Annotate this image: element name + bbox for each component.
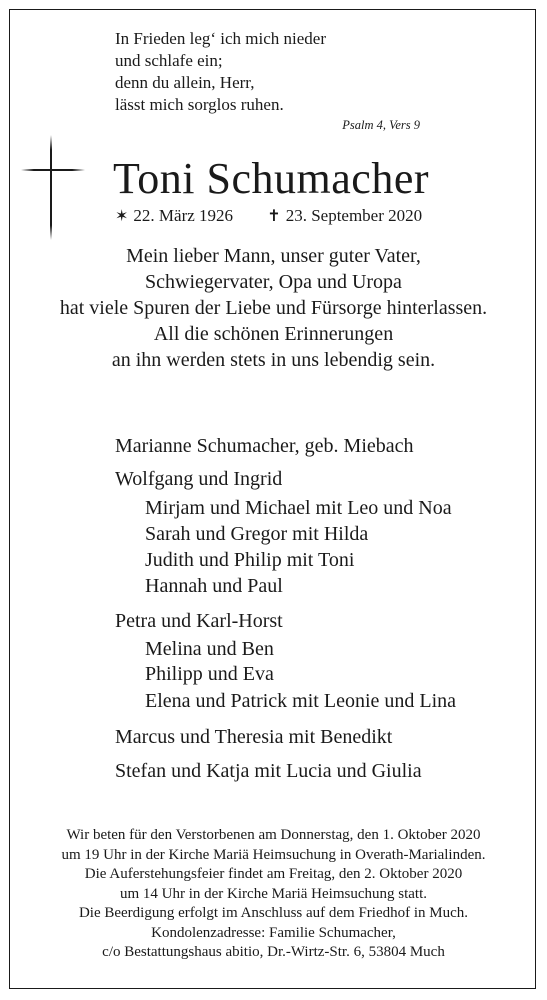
- service-notice: [10, 826, 537, 963]
- notice-line: Kondolenzadresse: Familie Schumacher,: [151, 924, 396, 941]
- notice-line: c/o Bestattungshaus abitio, Dr.-Wirtz-Str. 6, 53804 Much: [102, 944, 445, 960]
- cross-vertical-bar: [50, 135, 52, 240]
- family-member: Judith und Philip mit Toni: [145, 549, 355, 571]
- family-member: Philipp und Eva: [145, 663, 274, 685]
- cross-horizontal-bar: [21, 169, 85, 171]
- family-member: Marcus und Theresia mit Benedikt: [115, 726, 393, 748]
- tribute-line: Schwiegervater, Opa und Uropa: [145, 271, 402, 293]
- life-dates: [115, 205, 422, 228]
- tribute-line: hat viele Spuren der Liebe und Fürsorge hinterlassen.: [59, 297, 488, 319]
- death-date: 23. September 2020: [285, 206, 423, 225]
- deceased-name: Toni Schumacher: [113, 154, 429, 203]
- tribute-line: All die schönen Erinnerungen: [153, 323, 394, 345]
- verse-line: lässt mich sorglos ruhen.: [115, 95, 284, 114]
- family-member: Petra und Karl-Horst: [115, 610, 283, 632]
- family-member: Sarah und Gregor mit Hilda: [145, 523, 369, 545]
- notice-line: um 14 Uhr in der Kirche Mariä Heimsuchung statt.: [119, 885, 427, 902]
- family-member: Mirjam und Michael mit Leo und Noa: [145, 497, 452, 519]
- verse-line: In Frieden leg‘ ich mich nieder: [115, 29, 327, 48]
- star-icon: ✶: [115, 208, 129, 225]
- tribute-text: [10, 243, 537, 373]
- birth-date: 22. März 1926: [133, 206, 234, 225]
- cross-small-icon: ✝: [267, 208, 281, 225]
- family-member: Elena und Patrick mit Leonie und Lina: [145, 690, 457, 712]
- verse-source: Psalm 4, Vers 9: [342, 118, 420, 132]
- verse-line: denn du allein, Herr,: [115, 73, 255, 92]
- birth-date-group: [115, 205, 233, 228]
- death-date-group: [267, 205, 422, 228]
- tribute-line: Mein lieber Mann, unser guter Vater,: [126, 245, 421, 267]
- verse-line: und schlafe ein;: [115, 51, 223, 70]
- family-member: Stefan und Katja mit Lucia und Giulia: [115, 760, 422, 782]
- psalm-verse: [115, 28, 415, 116]
- family-member: Hannah und Paul: [145, 575, 283, 597]
- notice-line: Wir beten für den Verstorbenen am Donnerstag, den 1. Oktober 2020: [66, 827, 481, 843]
- family-member: Marianne Schumacher, geb. Miebach: [115, 435, 414, 457]
- notice-line: Die Beerdigung erfolgt im Anschluss auf dem Friedhof in Much.: [78, 905, 469, 921]
- family-member: Wolfgang und Ingrid: [115, 468, 283, 490]
- family-member: Melina und Ben: [145, 638, 274, 660]
- notice-line: Die Auferstehungsfeier findet am Freitag, den 2. Oktober 2020: [84, 866, 463, 882]
- notice-line: um 19 Uhr in der Kirche Mariä Heimsuchung in Overath-Marialinden.: [61, 846, 486, 863]
- tribute-line: an ihn werden stets in uns lebendig sein.: [111, 349, 436, 371]
